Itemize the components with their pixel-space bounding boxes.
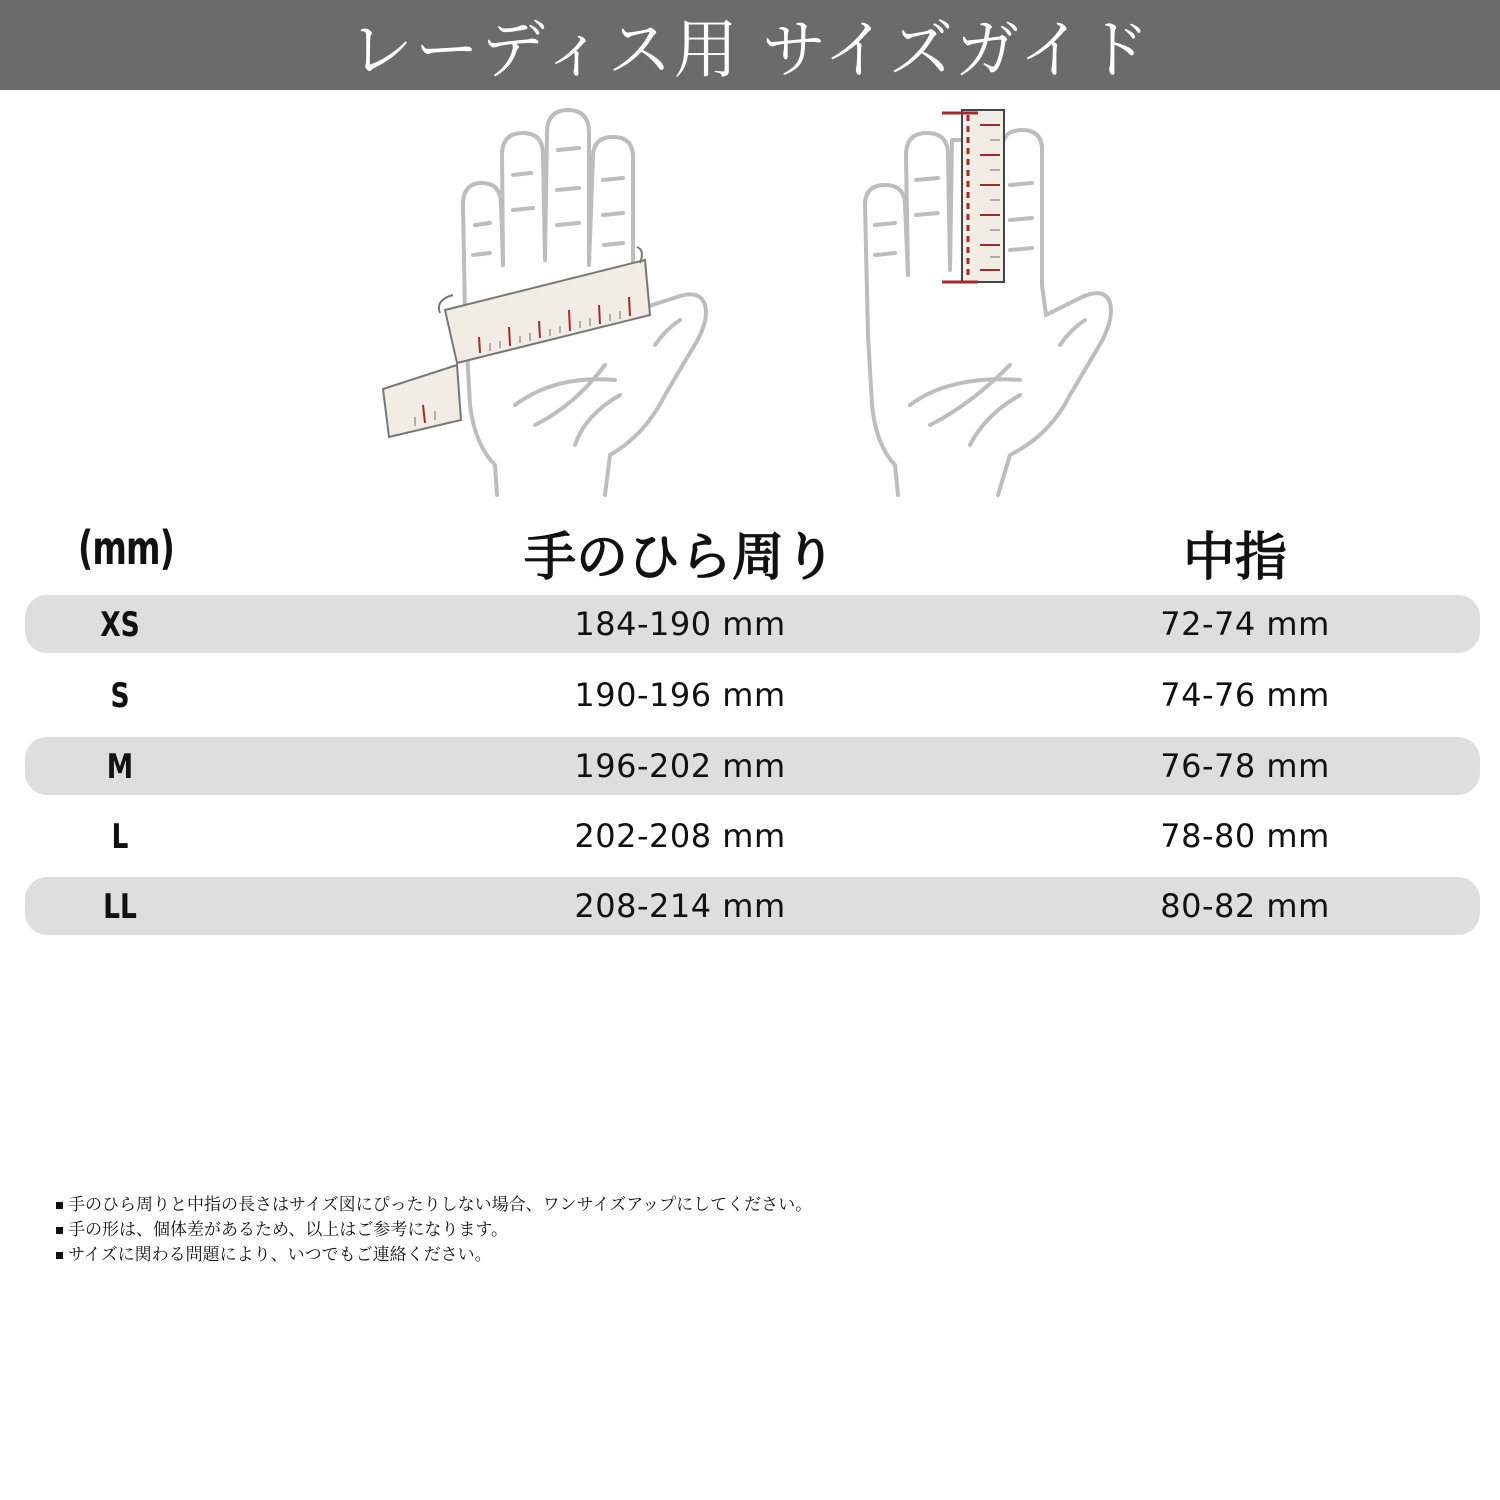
finger-value: 76-78 mm [1160, 747, 1330, 785]
table-row [25, 877, 1480, 935]
table-header [0, 515, 1500, 590]
size-label: L [111, 817, 129, 857]
note-text: 手の形は、個体差があるため、以上はご参考になります。 [68, 1220, 508, 1240]
finger-measure-hand-icon [850, 105, 1125, 500]
measurement-illustrations [0, 100, 1500, 500]
size-label: M [106, 747, 134, 787]
note-text: 手のひら周りと中指の長さはサイズ図にぴったりしない場合、ワンサイズアップにしてください。 [68, 1195, 813, 1215]
table-row [25, 807, 1480, 865]
table-row [25, 737, 1480, 795]
size-label: LL [103, 887, 137, 927]
palm-value: 190-196 mm [574, 676, 786, 714]
bullet-icon [56, 1202, 63, 1209]
palm-value: 202-208 mm [574, 817, 786, 855]
bullet-icon [56, 1227, 63, 1234]
title-banner [0, 0, 1500, 90]
size-label: S [110, 676, 130, 716]
table-row [25, 666, 1480, 724]
finger-value: 78-80 mm [1160, 817, 1330, 855]
finger-header: 中指 [1182, 528, 1287, 588]
bullet-icon [56, 1252, 63, 1259]
finger-value: 72-74 mm [1160, 605, 1330, 643]
note-item [56, 1193, 812, 1218]
palm-value: 184-190 mm [574, 605, 786, 643]
table-row [25, 595, 1480, 653]
finger-value: 80-82 mm [1160, 887, 1330, 925]
palm-value: 196-202 mm [574, 747, 786, 785]
palm-measure-hand-icon [375, 105, 720, 500]
unit-header: (mm) [78, 521, 175, 575]
palm-header: 手のひら周り [523, 528, 836, 588]
palm-value: 208-214 mm [574, 887, 786, 925]
note-text: サイズに関わる問題により、いつでもご連絡ください。 [68, 1245, 492, 1265]
note-item [56, 1218, 812, 1243]
notes-list [56, 1193, 812, 1268]
note-item [56, 1243, 812, 1268]
size-label: XS [100, 605, 140, 645]
finger-value: 74-76 mm [1160, 676, 1330, 714]
page-title: レーディス用 サイズガイド [348, 14, 1152, 88]
